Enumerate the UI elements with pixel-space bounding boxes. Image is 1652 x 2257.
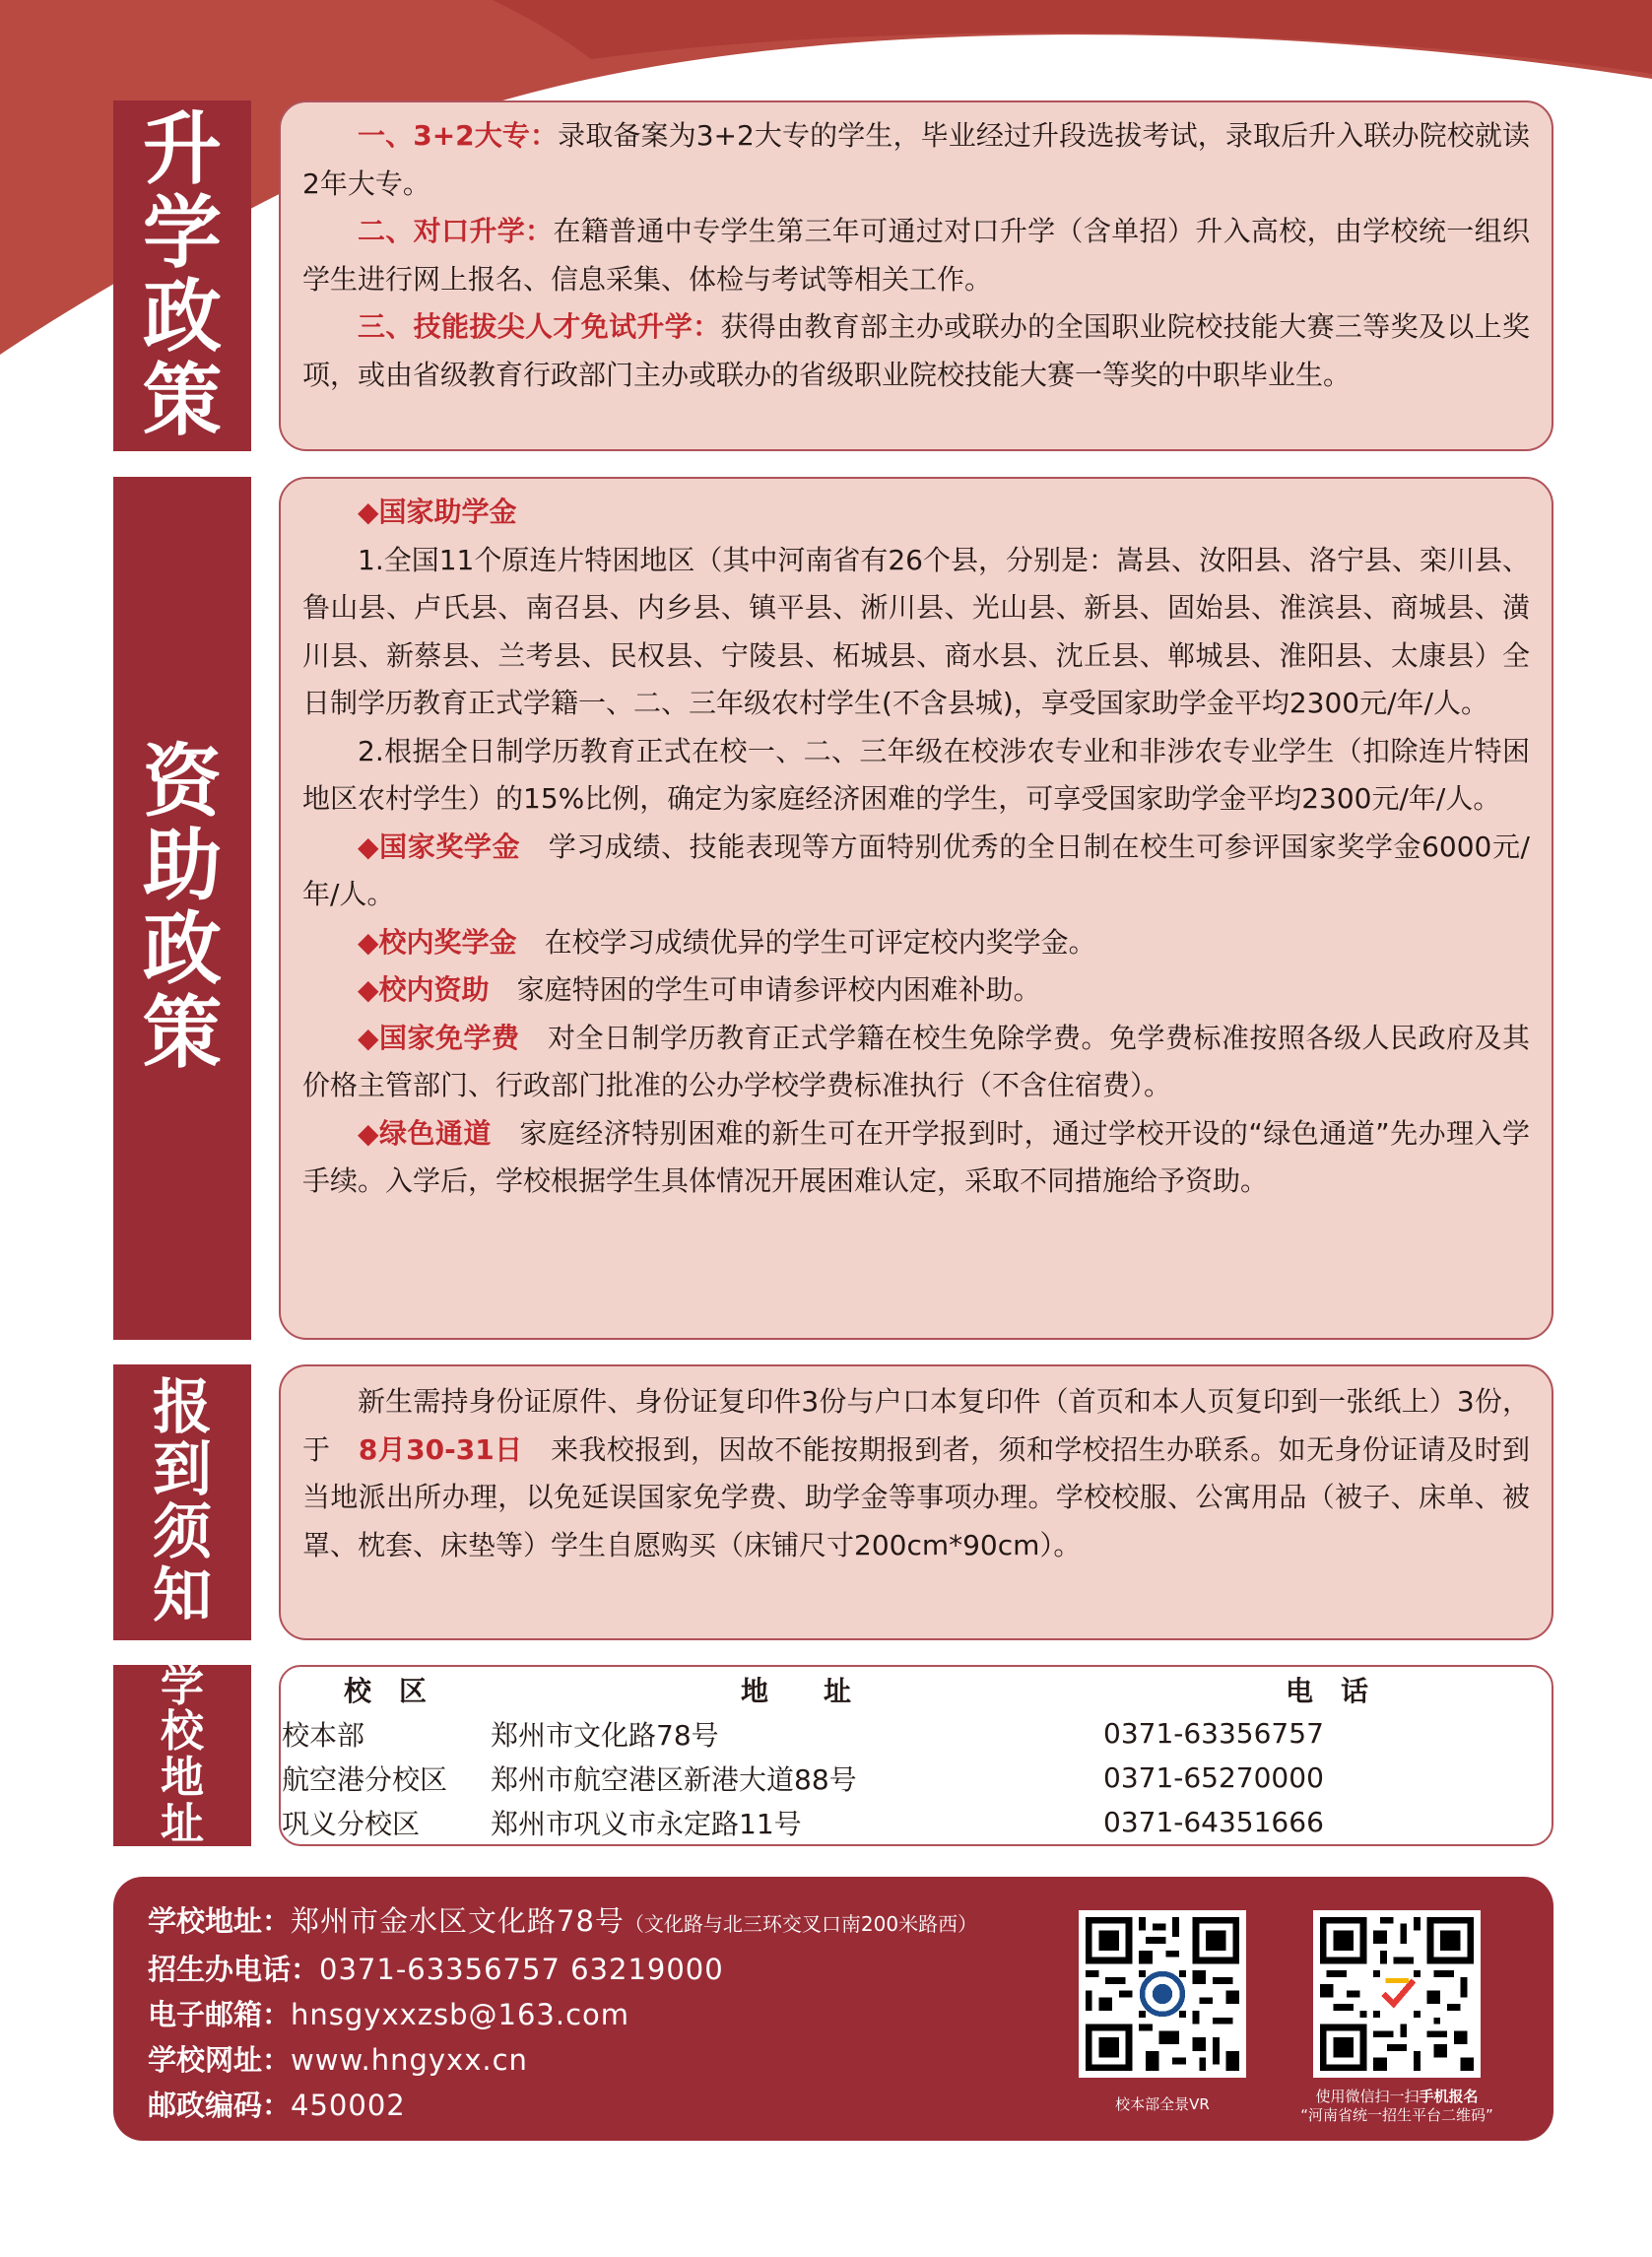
email-label: 电子邮箱：	[148, 1998, 292, 2031]
title-char: 政	[143, 271, 222, 363]
title-char: 校	[161, 1706, 204, 1758]
item-label: 三、技能拔尖人才免试升学：	[358, 310, 721, 343]
grant-paragraph-1: 1.全国11个原连片特困地区（其中河南省有26个县，分别是：嵩县、汝阳县、洛宁县、栾川县、鲁山县、卢氏县、南召县、内乡县、镇平县、淅川县、光山县、新县、固始县、淮滨县、商城县、潢川县、新蔡县、兰考县、民权县、宁陵县、柘城县、商水县、沈丘县、郸城县、淮阳县、太康县）全日制学历教育正式学籍一、二、三年级农村学生(不含县城)，享受国家助学金平均2300元/年/人。	[302, 543, 1530, 719]
section-title-promotion	[113, 100, 251, 451]
table-row	[281, 1800, 1552, 1844]
title-char: 知	[153, 1560, 212, 1630]
cell-campus: 航空港分校区	[282, 1762, 448, 1796]
address-label: 学校地址：	[148, 1904, 292, 1938]
address-value: 郑州市金水区文化路78号	[291, 1904, 625, 1938]
title-char: 报	[153, 1372, 212, 1442]
title-char: 学	[161, 1660, 204, 1711]
text-after: 来我校报到，因故不能按期报到者，须和学校招生办联系。如无身份证请及时到当地派出所办理，以免延误国家免学费、助学金等事项办理。学校校服、公寓用品（被子、床单、被罩、枕套、床垫等）学生自愿购买（床铺尺寸200cm*90cm）。	[302, 1432, 1530, 1561]
item-label: ◆国家助学金	[358, 496, 517, 528]
promotion-item	[302, 112, 1530, 208]
item-text: 学习成绩、技能表现等方面特别优秀的全日制在校生可参评国家奖学金6000元/年/人。	[302, 830, 1530, 910]
campus-table	[279, 1665, 1553, 1846]
promotion-item	[302, 208, 1530, 303]
item-text: 对全日制学历教育正式学籍在校生免除学费。免学费标准按照各级人民政府及其价格主管部门、行政部门批准的公办学校学费标准执行（不含住宿费）。	[302, 1021, 1530, 1101]
title-char: 策	[143, 354, 222, 446]
cell-campus: 校本部	[282, 1718, 365, 1752]
promotion-policy-panel	[279, 100, 1553, 451]
cell-address: 郑州市文化路78号	[491, 1718, 719, 1752]
cell-address: 郑州市航空港区新港大道88号	[491, 1762, 857, 1796]
item-label: 一、3+2大专：	[358, 119, 559, 152]
registration-text	[302, 1378, 1530, 1569]
cell-address: 郑州市巩义市永定路11号	[491, 1807, 802, 1840]
item-label: 二、对口升学：	[358, 215, 554, 247]
title-char: 址	[161, 1798, 204, 1849]
aid-item	[302, 919, 1530, 967]
aid-item	[302, 824, 1530, 919]
header-address: 地 址	[740, 1674, 851, 1707]
cell-campus: 巩义分校区	[282, 1807, 421, 1840]
grant-paragraph-2: 2.根据全日制学历教育正式在校一、二、三年级在校涉农专业和非涉农专业学生（扣除连片特困地区农村学生）的15%比例，确定为家庭经济困难的学生，可享受国家助学金平均2300元/年/人。	[302, 734, 1530, 815]
title-char: 资	[143, 736, 222, 829]
address-note: （文化路与北三环交叉口南200米路西）	[624, 1912, 978, 1936]
aid-item	[302, 1110, 1530, 1206]
item-label: ◆校内奖学金	[358, 925, 517, 959]
website-label: 学校网址：	[148, 2043, 292, 2077]
registration-notice-panel	[279, 1364, 1553, 1640]
header-phone: 电 话	[1285, 1674, 1368, 1707]
registration-date: 8月30-31日	[358, 1432, 523, 1466]
aid-policy-panel	[279, 477, 1553, 1340]
website-link[interactable]: www.hngyxx.cn	[291, 2043, 528, 2077]
grant-heading	[302, 489, 1530, 537]
title-char: 政	[143, 903, 222, 995]
title-char: 地	[161, 1753, 204, 1803]
title-char: 策	[143, 986, 222, 1079]
item-label: ◆绿色通道	[358, 1116, 492, 1150]
aid-item	[302, 966, 1530, 1015]
table-header-row	[281, 1667, 1552, 1711]
contact-footer	[113, 1877, 1553, 2141]
title-char: 助	[143, 820, 222, 912]
section-title-campus	[113, 1660, 251, 1849]
caption-bold: 手机报名	[1419, 2088, 1479, 2105]
item-text: 录取备案为3+2大专的学生，毕业经过升段选拔考试，录取后升入联办院校就读2年大专。	[302, 119, 1530, 200]
table-row	[281, 1756, 1552, 1800]
phone-label: 招生办电话：	[148, 1953, 320, 1986]
aid-item	[302, 1015, 1530, 1110]
registration-qr-caption	[1274, 2088, 1520, 2125]
zip-label: 邮政编码：	[148, 2089, 292, 2122]
caption-prefix: 使用微信扫一扫	[1315, 2088, 1420, 2105]
item-text: 在籍普通中专学生第三年可通过对口升学（含单招）升入高校，由学校统一组织学生进行网上报名、信息采集、体检与考试等相关工作。	[302, 215, 1530, 296]
text-before: 新生需持身份证原件、身份证复印件3份与户口本复印件（首页和本人页复印到一张纸上）3份，于	[302, 1385, 1530, 1466]
phone-value: 0371-63356757 63219000	[319, 1953, 724, 1986]
item-text: 获得由教育部主办或联办的全国职业院校技能大赛三等奖及以上奖项，或由省级教育行政部门主办或联办的省级职业院校技能大赛一等奖的中职毕业生。	[302, 310, 1530, 391]
cell-phone: 0371-63356757	[1103, 1717, 1324, 1750]
section-title-registration	[113, 1364, 251, 1640]
header-campus: 校 区	[343, 1674, 427, 1707]
table-row	[281, 1711, 1552, 1756]
zip-value: 450002	[291, 2089, 406, 2122]
vr-tour-qr-code-icon[interactable]	[1079, 1910, 1246, 2078]
item-text: 在校学习成绩优异的学生可评定校内奖学金。	[544, 925, 1096, 959]
title-char: 到	[153, 1435, 212, 1505]
cell-phone: 0371-65270000	[1103, 1761, 1324, 1794]
cell-phone: 0371-64351666	[1103, 1806, 1324, 1838]
promotion-item	[302, 303, 1530, 399]
vr-qr-caption: 校本部全景VR	[1115, 2095, 1210, 2113]
section-title-aid	[113, 477, 251, 1340]
title-char: 升	[143, 103, 222, 196]
caption-line2: “河南省统一招生平台二维码”	[1300, 2106, 1493, 2124]
item-label: ◆国家奖学金	[358, 830, 521, 863]
title-char: 学	[143, 187, 222, 280]
item-text: 家庭特困的学生可申请参评校内困难补助。	[516, 973, 1041, 1006]
registration-qr-code-icon[interactable]	[1313, 1910, 1481, 2078]
item-label: ◆国家免学费	[358, 1021, 520, 1054]
title-char: 须	[153, 1498, 212, 1567]
email-link[interactable]: hnsgyxxzsb@163.com	[291, 1998, 630, 2031]
item-text: 家庭经济特别困难的新生可在开学报到时，通过学校开设的“绿色通道”先办理入学手续。入学后，学校根据学生具体情况开展困难认定，采取不同措施给予资助。	[302, 1116, 1530, 1197]
item-label: ◆校内资助	[358, 973, 490, 1006]
